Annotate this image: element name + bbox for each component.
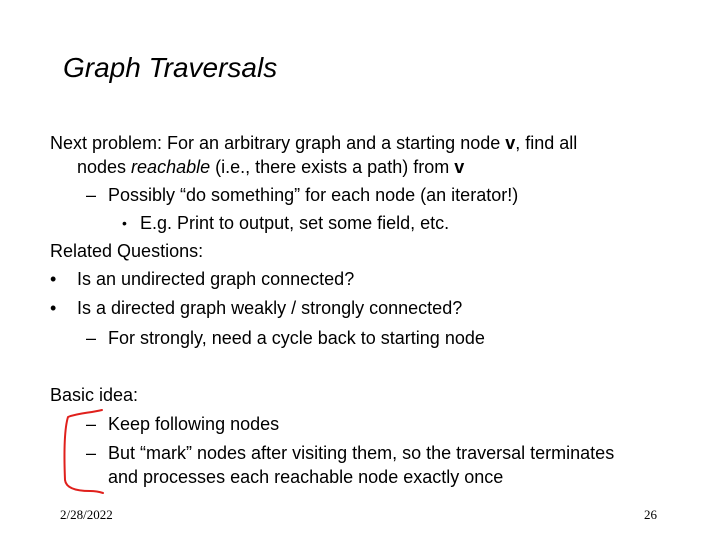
related-item-1: Is an undirected graph connected? xyxy=(77,269,355,289)
related-sub-item: For strongly, need a cycle back to starting node xyxy=(108,328,485,348)
intro-text-2: nodes xyxy=(77,157,132,177)
basic-item-1: Keep following nodes xyxy=(108,414,280,434)
dash-marker: – xyxy=(86,443,97,463)
basic-item-2-cont: and processes each reachable node exactly once xyxy=(108,467,504,487)
intro-v-1: v xyxy=(505,133,516,153)
bullet-marker: • xyxy=(50,269,57,289)
bullet-marker: • xyxy=(50,298,57,318)
intro-text-1b: , find all xyxy=(515,133,578,153)
intro-text-2b: (i.e., there exists a path) from xyxy=(210,157,455,177)
related-item-2: Is a directed graph weakly / strongly connected? xyxy=(77,298,463,318)
dash-marker: – xyxy=(86,185,97,205)
intro-text-1: Next problem: For an arbitrary graph and a starting node xyxy=(50,133,506,153)
intro-reachable: reachable xyxy=(131,157,211,177)
sub-sub-item-example: E.g. Print to output, set some field, etc. xyxy=(140,213,450,233)
dash-marker: – xyxy=(86,328,97,348)
related-heading: Related Questions: xyxy=(50,241,204,261)
intro-v-2: v xyxy=(454,157,465,177)
slide-title: Graph Traversals xyxy=(63,52,278,83)
intro-line-1 xyxy=(50,132,577,154)
footer-date: 2/28/2022 xyxy=(60,507,113,522)
sub-item-iterator: Possibly “do something” for each node (an iterator!) xyxy=(108,185,519,205)
dash-marker: – xyxy=(86,414,97,434)
bullet-marker: • xyxy=(122,215,127,231)
basic-item-2: But “mark” nodes after visiting them, so the traversal terminates xyxy=(108,443,615,463)
footer-page-number: 26 xyxy=(644,507,657,522)
intro-line-2 xyxy=(77,156,464,178)
basic-heading: Basic idea: xyxy=(50,385,139,405)
